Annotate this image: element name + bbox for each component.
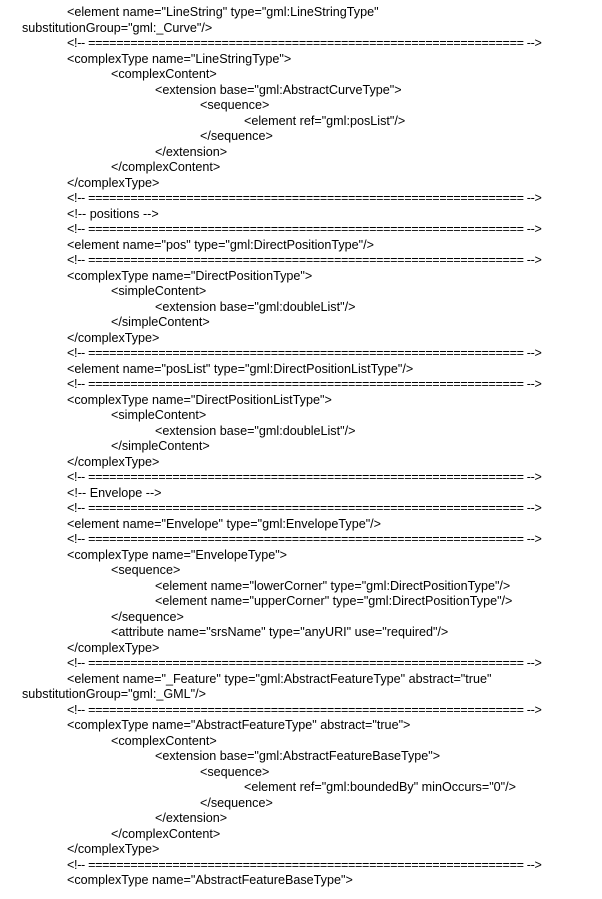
separator-comment-line: <!-- ============================================================== -->	[67, 377, 542, 391]
code-line: </complexType>	[67, 175, 160, 190]
code-line: </extension>	[155, 144, 228, 159]
code-line: <complexContent>	[111, 67, 217, 81]
code-line: <!-- Envelope -->	[67, 485, 162, 500]
code-line: <complexType name="AbstractFeatureType" abstract="true">	[67, 718, 411, 732]
separator-comment-line: <!-- ============================================================== -->	[67, 532, 542, 546]
xml-schema-listing	[0, 5, 602, 889]
code-line: </simpleContent>	[111, 439, 210, 453]
code-line: <sequence>	[200, 764, 270, 779]
code-line: <complexType name="AbstractFeatureBaseType">	[67, 873, 353, 887]
code-line: <complexContent>	[111, 733, 217, 748]
code-line: <sequence>	[111, 563, 181, 577]
code-line: substitutionGroup="gml:_GML"/>	[22, 687, 206, 701]
separator-comment-line: <!-- ============================================================== -->	[67, 857, 542, 872]
code-line: <element name="lowerCorner" type="gml:DirectPositionType"/>	[155, 578, 511, 593]
code-line: <complexType name="LineStringType">	[67, 51, 292, 66]
code-line: </sequence>	[111, 609, 184, 624]
code-line: <extension base="gml:AbstractCurveType">	[155, 82, 402, 97]
code-line: <extension base="gml:doubleList"/>	[155, 423, 356, 438]
separator-comment-line: <!-- ============================================================== -->	[67, 222, 542, 236]
code-line: </complexContent>	[111, 160, 221, 174]
code-line: <!-- positions -->	[67, 206, 159, 221]
code-line: <element name="LineString" type="gml:LineStringType"	[67, 5, 379, 19]
code-line: <element name="pos" type="gml:DirectPositionType"/>	[67, 237, 374, 252]
separator-comment-line: <!-- ============================================================== -->	[67, 656, 542, 670]
code-line: <complexType name="DirectPositionType">	[67, 268, 313, 283]
code-line: <complexType name="EnvelopeType">	[67, 547, 288, 562]
code-line: <sequence>	[200, 98, 270, 112]
code-line: <element name="posList" type="gml:DirectPositionListType"/>	[67, 361, 414, 376]
code-line: </extension>	[155, 811, 228, 825]
separator-comment-line: <!-- ============================================================== -->	[67, 191, 542, 205]
code-line: <attribute name="srsName" type="anyURI" use="required"/>	[111, 625, 449, 639]
code-line: <simpleContent>	[111, 284, 207, 298]
code-line: </complexType>	[67, 842, 160, 856]
code-line: <element name="upperCorner" type="gml:DirectPositionType"/>	[155, 594, 513, 608]
code-line: </sequence>	[200, 129, 273, 143]
code-line: <element name="_Feature" type="gml:AbstractFeatureType" abstract="true"	[67, 671, 492, 686]
separator-comment-line: <!-- ============================================================== -->	[67, 470, 542, 484]
separator-comment-line: <!-- ============================================================== -->	[67, 36, 542, 50]
separator-comment-line: <!-- ============================================================== -->	[67, 702, 542, 717]
code-line: <extension base="gml:AbstractFeatureBaseType">	[155, 749, 441, 763]
code-line: substitutionGroup="gml:_Curve"/>	[22, 20, 213, 35]
separator-comment-line: <!-- ============================================================== -->	[67, 346, 542, 360]
code-line: <complexType name="DirectPositionListType">	[67, 392, 332, 407]
code-line: <element name="Envelope" type="gml:EnvelopeType"/>	[67, 516, 382, 531]
code-line: </complexType>	[67, 640, 160, 655]
code-line: <simpleContent>	[111, 408, 207, 422]
code-line: <element ref="gml:boundedBy" minOccurs="0"/>	[244, 780, 516, 794]
code-line: </simpleContent>	[111, 315, 210, 329]
separator-comment-line: <!-- ============================================================== -->	[67, 253, 542, 267]
code-line: </complexContent>	[111, 826, 221, 841]
code-line: </complexType>	[67, 330, 160, 345]
code-line: <extension base="gml:doubleList"/>	[155, 299, 356, 314]
code-line: </sequence>	[200, 795, 273, 810]
separator-comment-line: <!-- ============================================================== -->	[67, 501, 542, 515]
code-line: <element ref="gml:posList"/>	[244, 113, 406, 128]
code-line: </complexType>	[67, 454, 160, 469]
